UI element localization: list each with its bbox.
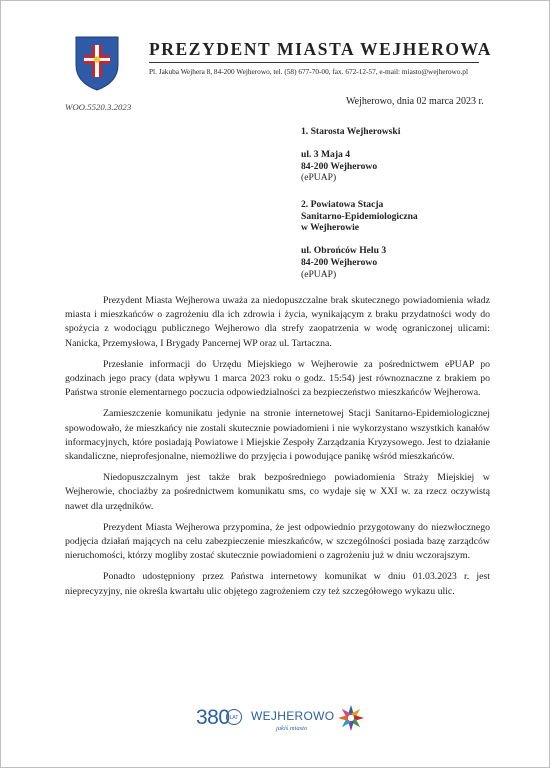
letter-date: Wejherowo, dnia 02 marca 2023 r.	[346, 96, 484, 107]
city-crest-icon	[74, 35, 120, 91]
body-paragraph: Ponadto udostępniony przez Państwa internetowy komunikat w dniu 01.03.2023 r. jest nieprecyzyjny, nie określa kwartału ulic objętego zagrożeniem czy też szczegółowego wykazu ulic.	[65, 571, 490, 597]
letterhead-title: PREZYDENT MIASTA WEJHEROWA	[149, 39, 493, 59]
recipient-address-line: ul. Obrońców Helu 3	[301, 245, 387, 257]
letter-body	[65, 294, 490, 606]
body-paragraph: Niedopuszczalnym jest także brak bezpośredniego powiadomienia Straży Miejskiej w Wejherowie, chociażby za pośrednictwem komunikatu sms, co wydaje się w XXI w. za rzecz oczywistą nawet dla urzędników.	[65, 472, 490, 512]
recipient-name-line: Sanitarno-Epidemiologiczna	[301, 210, 418, 222]
body-paragraph: Prezydent Miasta Wejherowa uważa za niedopuszczalne brak skutecznego powiadomienia władz miasta i mieszkańców o zagrożeniu dla ich zdrowia i życia, wynikającym z braku przydatności wody do spożycia z wodociągu publicznego Wejherowo dla strefy zaopatrzenia w wodę ograniczonej ulicami: Nanicka, Przemysłowa, I Brygady Pancernej WP oraz ul. Tartaczna.	[65, 295, 490, 349]
footer-logos	[196, 703, 371, 743]
recipient-name-line: 2. Powiatowa Stacja	[301, 199, 384, 210]
body-paragraph: Przesłanie informacji do Urzędu Miejskiego w Wejherowie za pośrednictwem ePUAP po godzinach jego pracy (data wpływu 1 marca 2023 roku o godz. 15:54) jest równoznaczne z brakiem po Państwa stronie elementarnego poczucia odpowiedzialności za bezpieczeństwo mieszkańców Wejherowa.	[65, 358, 490, 399]
city-star-logo-icon	[336, 703, 366, 733]
recipient-address-line: ul. 3 Maja 4	[301, 149, 351, 161]
recipient-channel: (ePUAP)	[301, 172, 337, 184]
body-paragraph: Zamieszczenie komunikatu jedynie na stronie internetowej Stacji Sanitarno-Epidemiologicznej spowodowało, że mieszkańcy nie zostali skutecznie powiadomieni i nie wykorzystano wszystkich kanałów informacyjnych, które posiadają Powiatowe i Miejskie Zespoły Zarządzania Kryzysowego. Jest to działanie skandaliczne, nieprofesjonalne, niemożliwe do przyjęcia i powodujące panikę wśród mieszkańców.	[65, 408, 490, 463]
recipient-name-line: 1. Starosta Wejherowski	[301, 126, 401, 137]
letterhead-divider	[149, 62, 479, 63]
city-logo-text: WEJHEROWO	[251, 709, 335, 723]
recipient-address-line: 84-200 Wejherowo	[301, 256, 378, 268]
recipient-block-1	[301, 126, 400, 184]
anniversary-logo-number: 380	[196, 706, 230, 729]
anniversary-logo-badge: LAT	[226, 709, 242, 725]
recipient-block-2	[301, 199, 418, 280]
recipient-address-line: 84-200 Wejherowo	[301, 160, 378, 172]
recipient-channel: (ePUAP)	[301, 268, 337, 280]
body-paragraph: Prezydent Miasta Wejherowa przypomina, że jest odpowiednio przygotowany do niezwłocznego podjęcia działań mających na celu zabezpieczenie mieszkańców, w szczególności posiada bazę zarządców nieruchomości, którzy mogliby zostać skutecznie powiadomieni o zagrożeniu już w dniu wczorajszym.	[65, 521, 490, 562]
city-logo-tagline: jakiś miasto	[276, 725, 308, 732]
recipient-name-line: w Wejherowie	[301, 222, 359, 234]
letterhead-contact: Pl. Jakuba Wejhera 8, 84-200 Wejherowo, tel. (58) 677-70-00, fax. 672-12-57, e-mail: miasto@wejherowo.pl	[149, 67, 468, 76]
case-signature: WOO.5520.3.2023	[65, 102, 132, 112]
